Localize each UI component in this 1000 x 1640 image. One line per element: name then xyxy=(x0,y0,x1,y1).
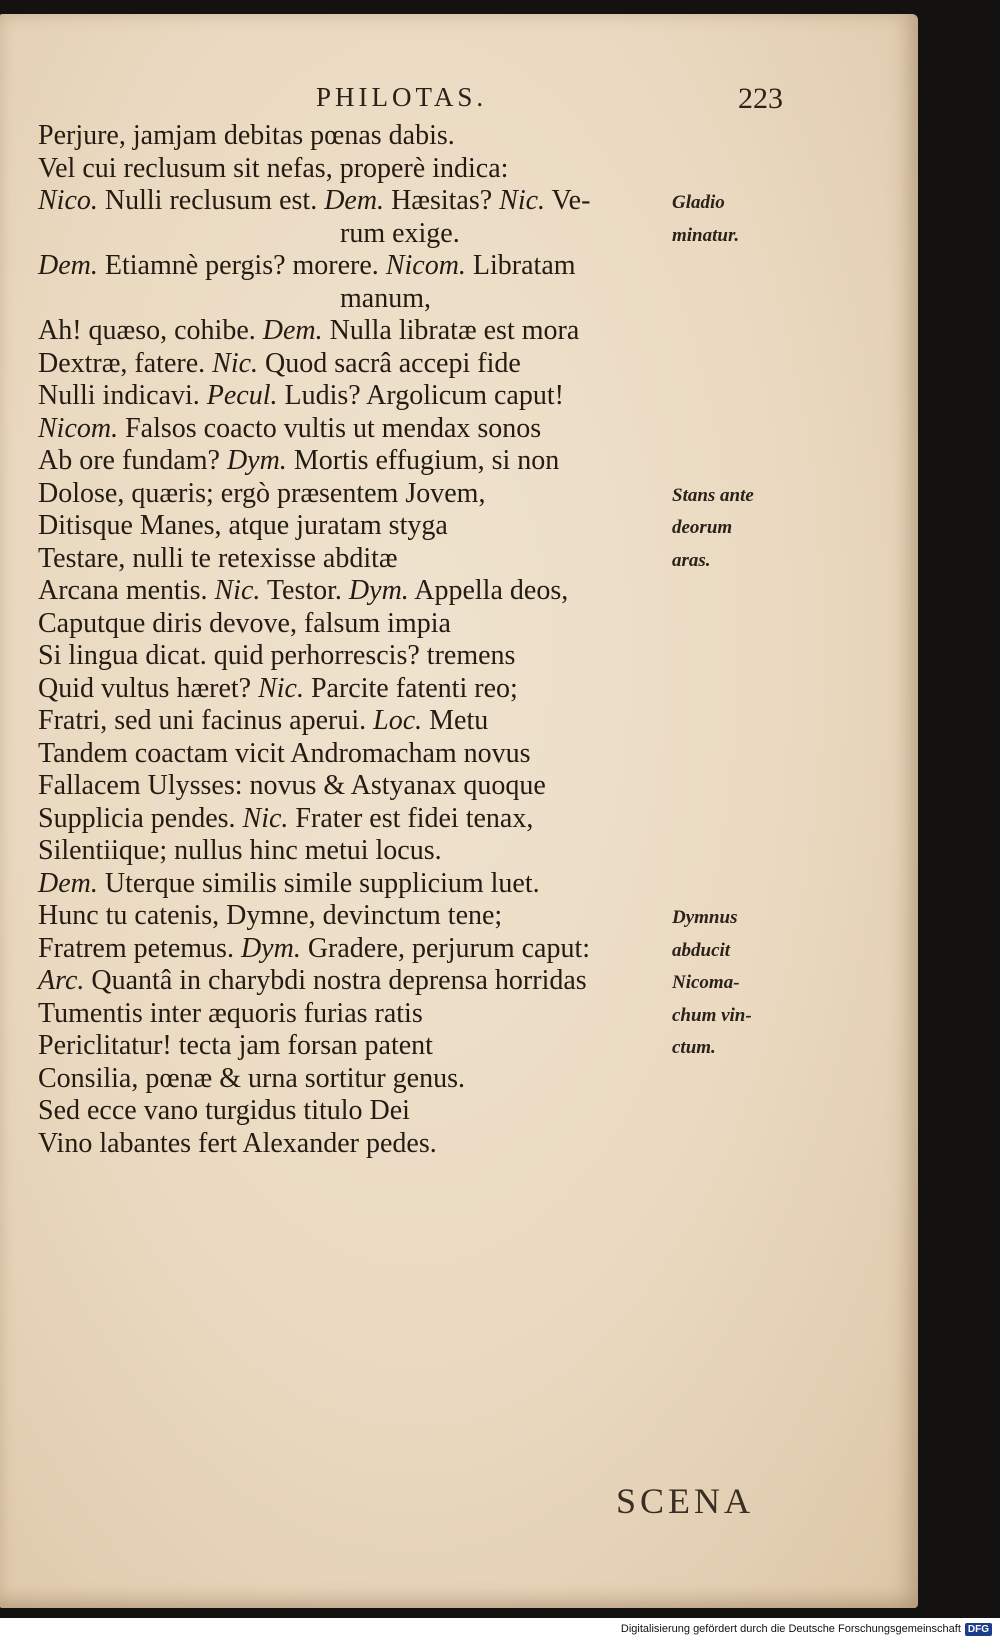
verse-segment: Quid vultus hæret? xyxy=(38,672,259,704)
verse-line xyxy=(38,998,688,1031)
verse-segment: Parcite fatenti reo; xyxy=(303,672,518,704)
speaker-name: Dem. xyxy=(262,315,323,346)
marginal-note: Stans ante xyxy=(672,484,754,506)
speaker-name: Nic. xyxy=(258,672,304,704)
speaker-name: Nicom. xyxy=(385,250,466,281)
verse-segment: Testare, nulli te retexisse abditæ xyxy=(38,542,398,574)
verse-line xyxy=(38,640,688,673)
speaker-name: Dym. xyxy=(240,932,301,964)
verse-line xyxy=(38,835,688,868)
verse-line xyxy=(38,543,688,576)
marginal-note: abducit xyxy=(672,939,731,961)
speaker-name: Dym. xyxy=(226,445,287,476)
verse-segment: Fratrem petemus. xyxy=(38,932,241,964)
verse-line xyxy=(38,575,688,608)
page-number: 223 xyxy=(738,82,783,115)
verse-line xyxy=(38,770,688,803)
verse-segment: Libratam xyxy=(465,250,576,281)
verse-segment: Hæsitas? xyxy=(384,185,500,216)
verse-segment: Ditisque Manes, atque juratam styga xyxy=(38,510,448,541)
verse-segment: manum, xyxy=(340,282,431,314)
speaker-name: Loc. xyxy=(373,705,423,736)
speaker-name: Nic. xyxy=(242,802,289,834)
verse-segment: Gradere, perjurum caput: xyxy=(300,932,591,964)
verse-line xyxy=(38,348,688,381)
speaker-name: Nic. xyxy=(214,575,261,606)
verse-segment: Uterque similis simile supplicium luet. xyxy=(97,867,540,899)
verse-segment: rum exige. xyxy=(340,217,460,249)
verse-line xyxy=(38,1030,688,1063)
verse-segment: Mortis effugium, si non xyxy=(286,445,560,476)
verse-line xyxy=(38,738,688,771)
verse-line xyxy=(38,803,688,836)
verse-line xyxy=(38,315,688,348)
verse-line xyxy=(38,608,688,641)
speaker-name: Nic. xyxy=(499,185,546,216)
marginal-note: Dymnus xyxy=(672,907,738,928)
verse-segment: Si lingua dicat. quid perhorrescis? tremens xyxy=(38,640,516,671)
marginal-note: minatur. xyxy=(672,224,740,246)
speaker-name: Nico. xyxy=(38,185,98,216)
verse-line xyxy=(38,250,688,283)
speaker-name: Arc. xyxy=(38,965,85,996)
verse-segment: Ludis? Argolicum caput! xyxy=(277,380,564,411)
verse-line xyxy=(38,1128,688,1161)
marginal-note: Nicoma- xyxy=(672,972,740,993)
speaker-name: Nic. xyxy=(212,347,259,379)
verse-line xyxy=(38,283,688,316)
verse-segment: Sed ecce vano turgidus titulo Dei xyxy=(38,1095,410,1126)
catchword: SCENA xyxy=(616,1481,755,1521)
verse-segment: Caputque diris devove, falsum impia xyxy=(38,607,451,639)
verse-text xyxy=(38,120,688,1160)
verse-line xyxy=(38,445,688,478)
verse-segment: Ah! quæso, cohibe. xyxy=(38,315,263,346)
verse-segment: Testor. xyxy=(260,575,349,606)
running-head xyxy=(0,78,918,118)
verse-line xyxy=(38,478,688,511)
verse-segment: Periclitatur! tecta jam forsan patent xyxy=(38,1030,433,1061)
verse-line xyxy=(38,218,688,251)
verse-line xyxy=(38,153,688,186)
verse-segment: Perjure, jamjam debitas pœnas dabis. xyxy=(38,120,455,151)
speaker-name: Dem. xyxy=(38,250,98,281)
speaker-name: Dem. xyxy=(38,867,98,899)
verse-line xyxy=(38,868,688,901)
speaker-name: Pecul. xyxy=(206,380,278,411)
verse-line xyxy=(38,120,688,153)
verse-segment: Silentiique; nullus hinc metui locus. xyxy=(38,835,442,866)
verse-segment: Vino labantes fert Alexander pedes. xyxy=(38,1127,437,1159)
verse-segment: Supplicia pendes. xyxy=(38,802,243,834)
verse-segment: Vel cui reclusum sit nefas, properè indica: xyxy=(38,152,509,184)
verse-segment: Arcana mentis. xyxy=(38,575,215,606)
verse-line xyxy=(38,413,688,446)
footer-credit: Digitalisierung gefördert durch die Deutsche Forschungsgemeinschaft xyxy=(620,1623,961,1635)
marginal-note: ctum. xyxy=(672,1037,716,1058)
verse-segment: Quod sacrâ accepi fide xyxy=(258,347,521,379)
verse-line xyxy=(38,185,688,218)
verse-line xyxy=(38,933,688,966)
verse-segment: Frater est fidei tenax, xyxy=(288,802,534,834)
verse-segment: Nulli reclusum est. xyxy=(97,185,325,216)
verse-segment: Ab ore fundam? xyxy=(38,445,227,476)
verse-segment: Fallacem Ulysses: novus & Astyanax quoque xyxy=(38,770,546,801)
speaker-name: Nicom. xyxy=(38,412,119,444)
dfg-logo-icon: DFG xyxy=(965,1623,992,1636)
verse-segment: Dolose, quæris; ergò præsentem Jovem, xyxy=(38,477,486,509)
book-page xyxy=(0,14,918,1608)
verse-segment: Nulli indicavi. xyxy=(38,380,207,411)
verse-segment: Falsos coacto vultis ut mendax sonos xyxy=(118,412,542,444)
verse-segment: Hunc tu catenis, Dymne, devinctum tene; xyxy=(38,900,503,931)
verse-segment: Quantâ in charybdi nostra deprensa horridas xyxy=(84,965,587,996)
verse-segment: Appella deos, xyxy=(408,575,569,606)
verse-line xyxy=(38,965,688,998)
verse-segment: Dextræ, fatere. xyxy=(38,347,213,379)
verse-line xyxy=(38,380,688,413)
marginal-note: Gladio xyxy=(672,192,725,213)
speaker-name: Dem. xyxy=(324,185,385,216)
verse-line xyxy=(38,900,688,933)
verse-line xyxy=(38,510,688,543)
verse-segment: Tumentis inter æquoris furias ratis xyxy=(38,997,423,1029)
running-title: PHILOTAS. xyxy=(316,82,488,112)
marginal-note: deorum xyxy=(672,517,733,538)
verse-line xyxy=(38,1063,688,1096)
verse-segment: Metu xyxy=(422,705,489,736)
speaker-name: Dym. xyxy=(348,575,409,606)
verse-segment: Consilia, pœnæ & urna sortitur genus. xyxy=(38,1062,465,1094)
verse-segment: Ve- xyxy=(545,185,591,216)
verse-segment: Fratri, sed uni facinus aperui. xyxy=(38,705,374,736)
verse-segment: Tandem coactam vicit Andromacham novus xyxy=(38,737,531,769)
verse-line xyxy=(38,705,688,738)
verse-line xyxy=(38,673,688,706)
verse-line xyxy=(38,1095,688,1128)
digitization-footer xyxy=(621,1620,992,1638)
marginal-note: aras. xyxy=(672,549,711,571)
marginal-note: chum vin- xyxy=(672,1004,752,1026)
verse-segment: Nulla libratæ est mora xyxy=(322,315,580,346)
verse-segment: Etiamnè pergis? morere. xyxy=(97,250,386,281)
